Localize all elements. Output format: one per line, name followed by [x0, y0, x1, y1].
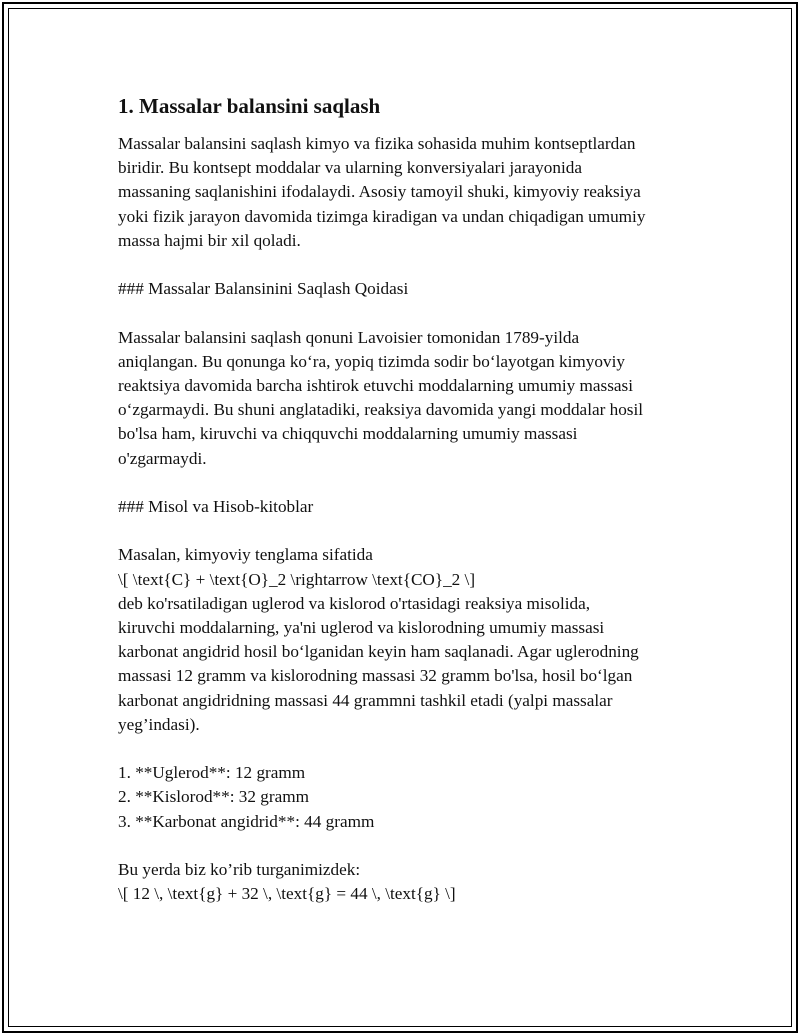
section2-heading	[118, 495, 698, 519]
section2-heading-text: ### Misol va Hisob-kitoblar	[118, 497, 314, 516]
intro-paragraph	[118, 132, 698, 253]
section2-line: yeg’indasi).	[118, 714, 200, 734]
section1-heading-text: ### Massalar Balansinini Saqlash Qoidasi	[118, 279, 409, 299]
equation-line: \[ \text{C} + \text{O}_2 \rightarrow \text{CO}_2 \]	[118, 569, 476, 589]
paragraph-gap	[118, 471, 698, 495]
section2-paragraph	[118, 543, 698, 737]
intro-line: massa hajmi bir xil qoladi.	[118, 230, 301, 250]
section1-paragraph	[118, 326, 698, 471]
paragraph-gap	[118, 519, 698, 543]
section2-line: deb ko'rsatiladigan uglerod va kislorod o'rtasidagi reaksiya misolida,	[118, 593, 591, 613]
section1-heading	[118, 277, 698, 301]
list-item: 2. **Kislorod**: 32 gramm	[118, 787, 309, 807]
intro-line: yoki fizik jarayon davomida tizimga kiradigan va undan chiqadigan umumiy	[118, 206, 646, 226]
equation-line: \[ 12 \, \text{g} + 32 \, \text{g} = 44 \, \text{g} \]	[118, 884, 456, 904]
list-item: 1. **Uglerod**: 12 gramm	[118, 763, 306, 783]
closing-line: Bu yerda biz ko’rib turganimizdek:	[118, 860, 361, 879]
section2-line: Masalan, kimyoviy tenglama sifatida	[118, 545, 373, 565]
section2-line: karbonat angidrid hosil bo‘lganidan keyin ham saqlanadi. Agar uglerodning	[118, 642, 639, 662]
section1-line: bo'lsa ham, kiruvchi va chiqquvchi moddalarning umumiy massasi	[118, 424, 578, 444]
section1-line: reaktsiya davomida barcha ishtirok etuvchi moddalarning umumiy massasi	[118, 376, 634, 395]
intro-line: Massalar balansini saqlash kimyo va fizika sohasida muhim kontseptlardan	[118, 134, 636, 153]
paragraph-gap	[118, 737, 698, 761]
section2-line: massasi 12 gramm va kislorodning massasi 32 gramm bo'lsa, hosil bo‘lgan	[118, 666, 633, 686]
intro-line: massaning saqlanishini ifodalaydi. Asosiy tamoyil shuki, kimyoviy reaksiya	[118, 182, 641, 202]
document-body	[118, 92, 698, 906]
section1-line: Massalar balansini saqlash qonuni Lavoisier tomonidan 1789-yilda	[118, 327, 580, 347]
mass-list	[118, 761, 698, 834]
closing-paragraph	[118, 858, 698, 906]
paragraph-gap	[118, 834, 698, 858]
list-item: 3. **Karbonat angidrid**: 44 gramm	[118, 811, 375, 831]
section2-line: kiruvchi moddalarning, ya'ni uglerod va kislorodning umumiy massasi	[118, 618, 605, 637]
paragraph-gap	[118, 253, 698, 277]
document-title: 1. Massalar balansini saqlash	[118, 94, 381, 118]
section1-line: o'zgarmaydi.	[118, 448, 207, 468]
intro-line: biridir. Bu kontsept moddalar va ularning konversiyalari jarayonida	[118, 158, 582, 178]
section1-line: o‘zgarmaydi. Bu shuni anglatadiki, reaksiya davomida yangi moddalar hosil	[118, 400, 644, 420]
section1-line: aniqlangan. Bu qonunga ko‘ra, yopiq tizimda sodir bo‘layotgan kimyoviy	[118, 351, 625, 371]
section2-line: karbonat angidridning massasi 44 grammni tashkil etadi (yalpi massalar	[118, 690, 613, 710]
paragraph-gap	[118, 301, 698, 325]
